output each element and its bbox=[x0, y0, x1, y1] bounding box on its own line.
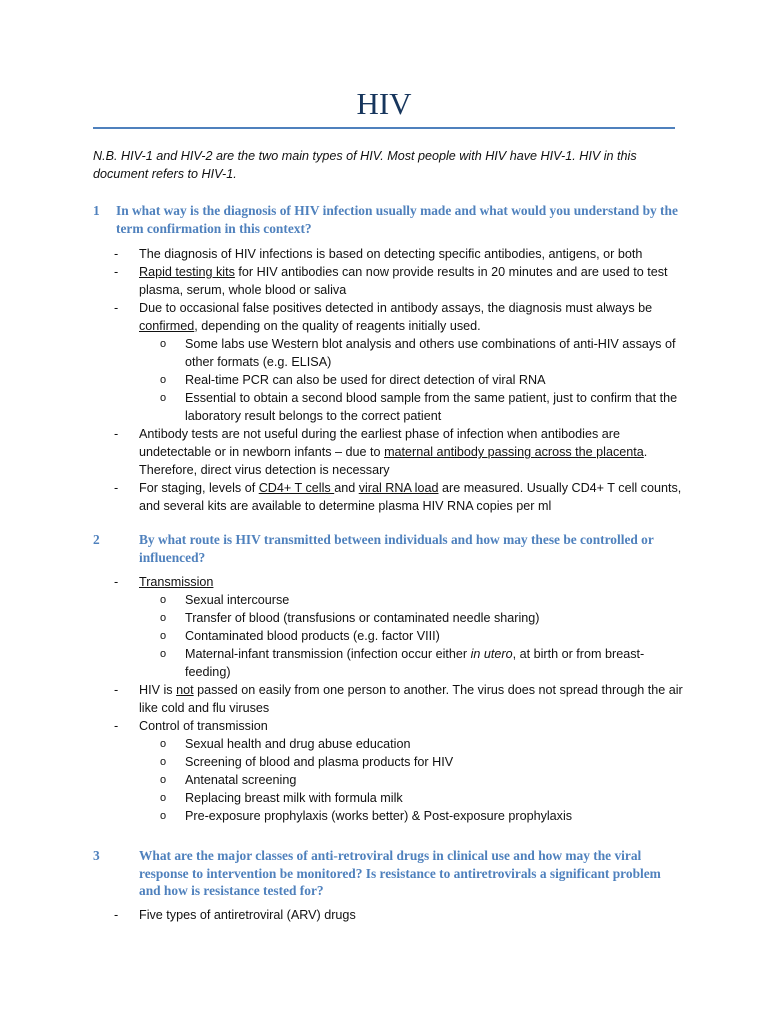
answer-3-list bbox=[93, 906, 683, 924]
sub-list-item: o Pre-exposure prophylaxis (works better) & Post-exposure prophylaxis bbox=[160, 809, 573, 823]
sub-list-item: o Replacing breast milk with formula milk bbox=[160, 791, 403, 805]
list-item: - Antibody tests are not useful during the earliest phase of infection when antibodies are undetectable or in newborn infants – due to maternal antibody passing across the placenta. Therefore, direct virus detection is necessary bbox=[114, 427, 648, 477]
question-2-number: 2 bbox=[93, 532, 100, 547]
sub-list-item: o Screening of blood and plasma products for HIV bbox=[160, 755, 454, 769]
list-item: - The diagnosis of HIV infections is based on detecting specific antibodies, antigens, or both bbox=[114, 247, 643, 261]
sub-list-item: o Some labs use Western blot analysis and others use combinations of anti-HIV assays of other formats (e.g. ELISA) bbox=[160, 337, 676, 369]
sub-list-item: o Maternal-infant transmission (infection occur either in utero, at birth or from breast-feeding) bbox=[160, 647, 645, 679]
sub-list-item: o Sexual intercourse bbox=[160, 593, 290, 607]
list-item: - HIV is not passed on easily from one person to another. The virus does not spread through the air like cold and flu viruses bbox=[114, 683, 683, 715]
sub-list-item: o Real-time PCR can also be used for direct detection of viral RNA bbox=[160, 373, 546, 387]
question-3-number: 3 bbox=[93, 848, 100, 863]
sub-list-item: o Antenatal screening bbox=[160, 773, 297, 787]
answer-1-list bbox=[93, 245, 683, 515]
question-2-text: By what route is HIV transmitted between individuals and how may these be controlled or influenced? bbox=[139, 532, 654, 565]
question-1-text: In what way is the diagnosis of HIV infection usually made and what would you understand by the term confirmation in this context? bbox=[116, 203, 678, 236]
document-title: HIV bbox=[356, 86, 412, 121]
question-3-text: What are the major classes of anti-retroviral drugs in clinical use and how may the viral response to intervention be monitored? Is resistance to antiretrovirals a significant problem and how is resistance tested for? bbox=[139, 848, 661, 898]
list-item: - Due to occasional false positives detected in antibody assays, the diagnosis must always be confirmed, depending on the quality of reagents initially used. bbox=[114, 301, 653, 333]
list-item: - Control of transmission bbox=[114, 719, 268, 733]
sub-list-item: o Sexual health and drug abuse education bbox=[160, 737, 411, 751]
title-underline bbox=[93, 127, 675, 129]
list-item: - Transmission bbox=[114, 575, 214, 589]
question-1-number: 1 bbox=[93, 203, 100, 218]
sub-list-item: o Contaminated blood products (e.g. factor VIII) bbox=[160, 629, 440, 643]
list-item: - For staging, levels of CD4+ T cells and viral RNA load are measured. Usually CD4+ T cell counts, and several kits are available to determine plasma HIV RNA copies per ml bbox=[114, 481, 682, 513]
sub-list-item: o Essential to obtain a second blood sample from the same patient, just to confirm that the laboratory result belongs to the correct patient bbox=[160, 391, 678, 423]
list-item: - Five types of antiretroviral (ARV) drugs bbox=[114, 908, 356, 922]
sub-list-item: o Transfer of blood (transfusions or contaminated needle sharing) bbox=[160, 611, 540, 625]
answer-2-list bbox=[93, 573, 683, 825]
intro-note: N.B. HIV-1 and HIV-2 are the two main types of HIV. Most people with HIV have HIV-1. HIV in this document refers to HIV-1. bbox=[93, 149, 637, 181]
list-item: - Rapid testing kits for HIV antibodies can now provide results in 20 minutes and are used to test plasma, serum, whole blood or saliva bbox=[114, 265, 668, 297]
